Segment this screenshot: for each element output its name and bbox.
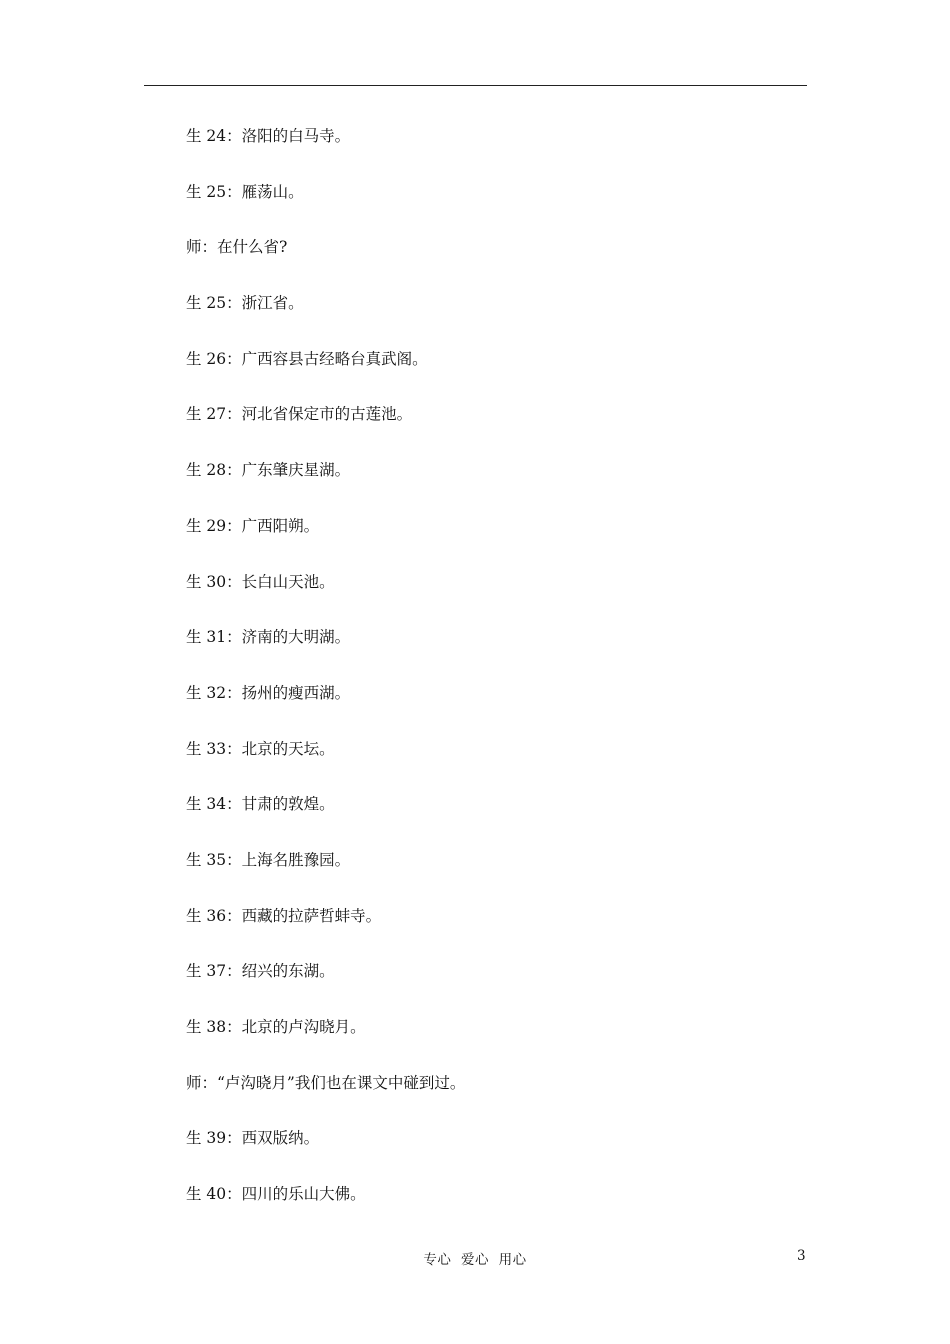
dialogue-line: 生 38：北京的卢沟晓月。 (186, 1018, 366, 1036)
dialogue-line: 生 28：广东肇庆星湖。 (186, 461, 351, 480)
dialogue-line: 生 40：四川的乐山大佛。 (186, 1185, 366, 1204)
dialogue-line: 生 35：上海名胜豫园。 (186, 850, 351, 869)
dialogue-line: 生 30：长白山天池。 (186, 572, 335, 591)
footer-motto: 专心 爱心 用心 (423, 1252, 527, 1268)
dialogue-line: 生 26：广西容县古经略台真武阁。 (186, 349, 428, 368)
dialogue-line: 生 29：广西阳朔。 (186, 516, 320, 535)
dialogue-line: 生 25：雁荡山。 (186, 182, 304, 201)
dialogue-line: 生 33：北京的天坛。 (186, 739, 335, 758)
dialogue-line: 师：“卢沟晓月”我们也在课文中碰到过。 (186, 1073, 466, 1092)
dialogue-line: 生 37：绍兴的东湖。 (186, 962, 335, 981)
dialogue-line: 生 32：扬州的瘦西湖。 (186, 683, 351, 702)
dialogue-line: 生 25：浙江省。 (186, 294, 304, 313)
dialogue-lines (186, 124, 806, 1238)
dialogue-line: 师：在什么省? (186, 238, 288, 257)
dialogue-line: 生 36：西藏的拉萨哲蚌寺。 (186, 906, 382, 925)
dialogue-line: 生 34：甘肃的敦煌。 (186, 795, 335, 814)
dialogue-line: 生 27：河北省保定市的古莲池。 (186, 405, 413, 424)
dialogue-line: 生 31：济南的大明湖。 (186, 628, 351, 647)
header-rule (144, 85, 807, 86)
page-number: 3 (797, 1248, 806, 1264)
dialogue-line: 生 24：洛阳的白马寺。 (186, 127, 351, 145)
dialogue-line: 生 39：西双版纳。 (186, 1129, 320, 1148)
